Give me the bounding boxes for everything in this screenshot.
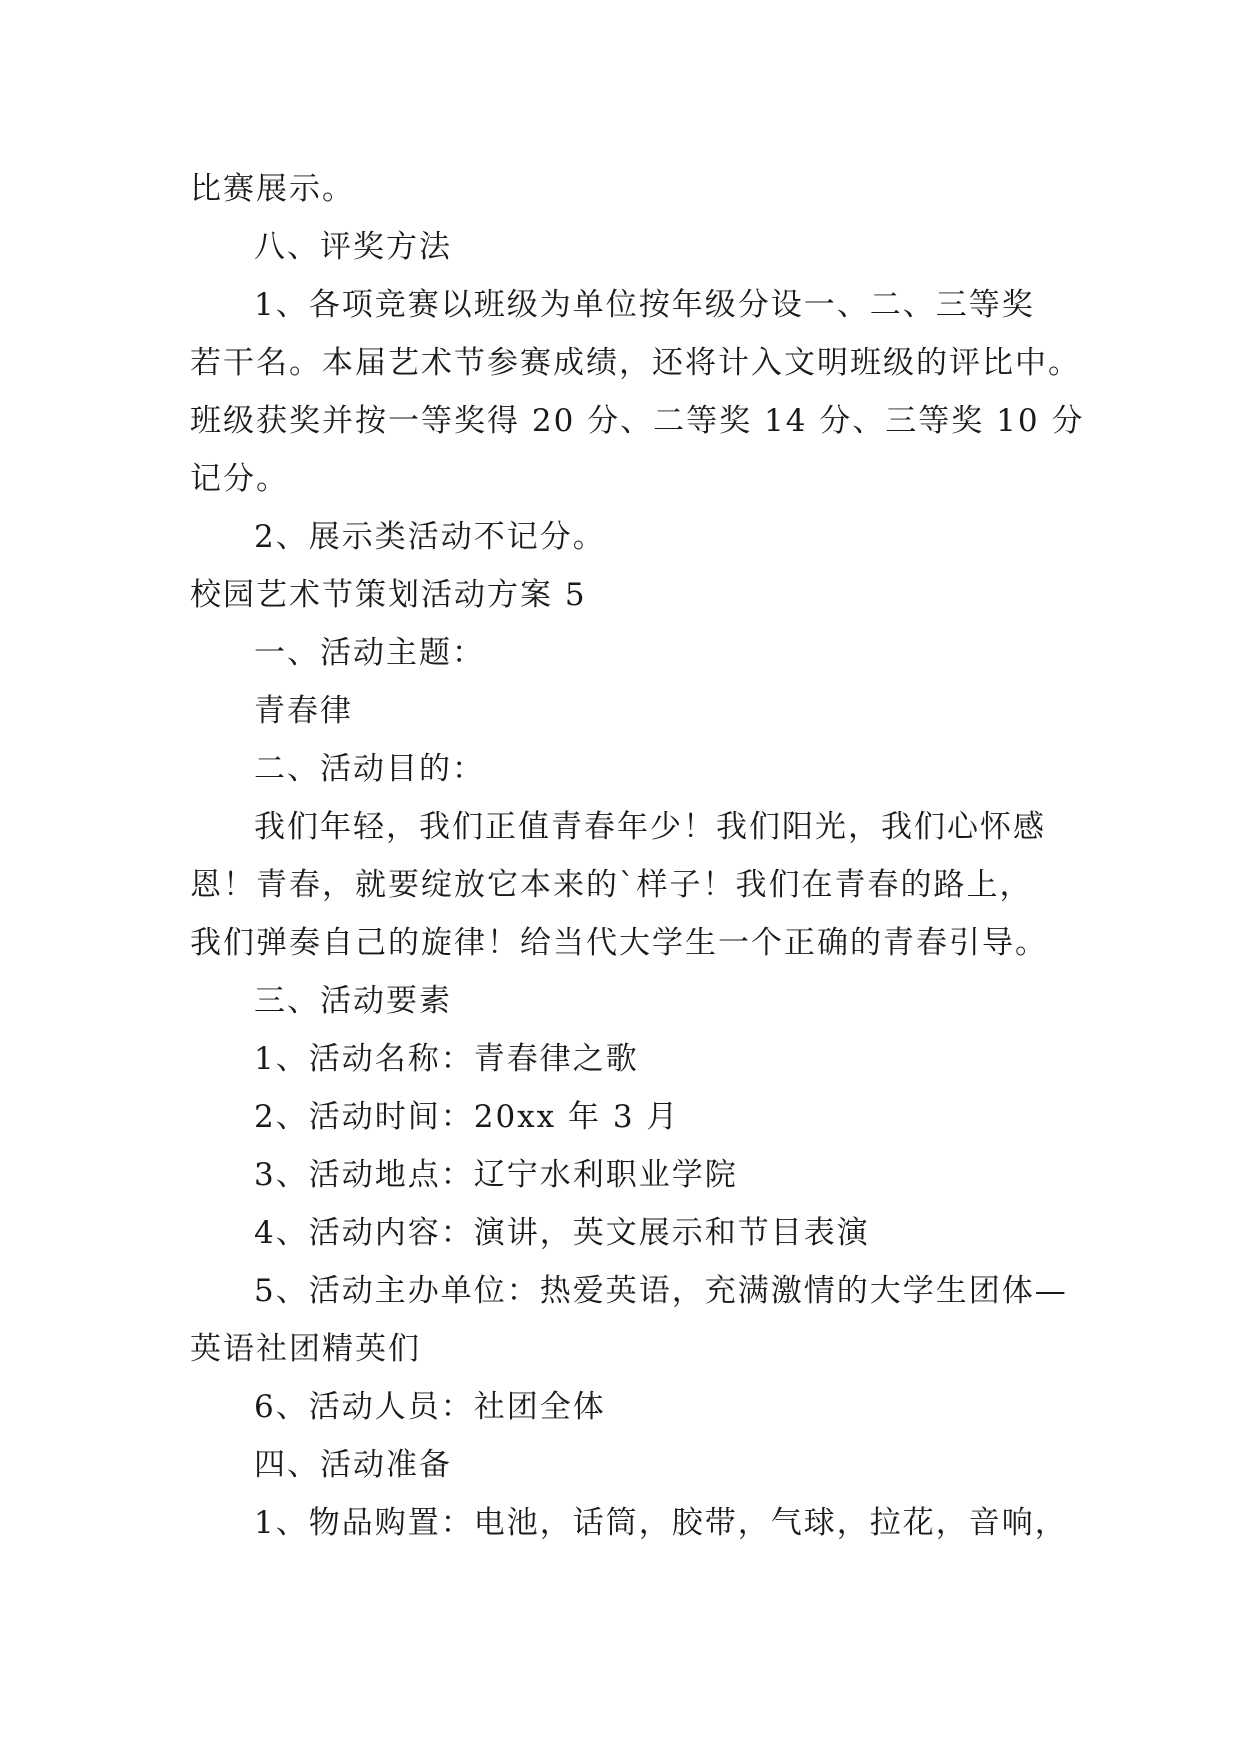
section-heading: 三、活动要素 — [254, 983, 452, 1019]
paragraph-line: 若干名。本届艺术节参赛成绩，还将计入文明班级的评比中。 — [190, 345, 1081, 381]
list-item: 2、活动时间：20xx 年 3 月 — [254, 1099, 680, 1135]
paragraph-line: 恩！青春，就要绽放它本来的`样子！我们在青春的路上， — [190, 867, 1033, 903]
list-item: 6、活动人员：社团全体 — [254, 1389, 606, 1425]
paragraph-line: 2、展示类活动不记分。 — [254, 519, 606, 555]
list-item: 5、活动主办单位：热爱英语，充满激情的大学生团体— — [254, 1273, 1068, 1309]
paragraph-line: 1、各项竞赛以班级为单位按年级分设一、二、三等奖 — [254, 287, 1035, 323]
section-heading: 二、活动目的： — [254, 751, 485, 787]
section-heading: 四、活动准备 — [254, 1447, 452, 1483]
paragraph-line: 班级获奖并按一等奖得 20 分、二等奖 14 分、三等奖 10 分 — [190, 403, 1085, 439]
section-heading: 一、活动主题： — [254, 635, 485, 671]
paragraph-line: 记分。 — [190, 461, 289, 497]
list-item: 4、活动内容：演讲，英文展示和节目表演 — [254, 1215, 870, 1251]
section-heading: 八、评奖方法 — [254, 229, 452, 265]
paragraph-line: 我们弹奏自己的旋律！给当代大学生一个正确的青春引导。 — [190, 925, 1048, 961]
list-item-continuation: 英语社团精英们 — [190, 1331, 421, 1367]
list-item: 1、活动名称：青春律之歌 — [254, 1041, 639, 1077]
list-item: 3、活动地点：辽宁水利职业学院 — [254, 1157, 738, 1193]
paragraph-line: 我们年轻，我们正值青春年少！我们阳光，我们心怀感 — [254, 809, 1046, 845]
paragraph-line: 青春律 — [254, 693, 353, 729]
document-body — [190, 160, 1085, 1552]
paragraph-line: 比赛展示。 — [190, 171, 355, 207]
list-item: 1、物品购置：电池，话筒，胶带，气球，拉花，音响， — [254, 1505, 1068, 1541]
document-title: 校园艺术节策划活动方案 5 — [190, 577, 587, 613]
